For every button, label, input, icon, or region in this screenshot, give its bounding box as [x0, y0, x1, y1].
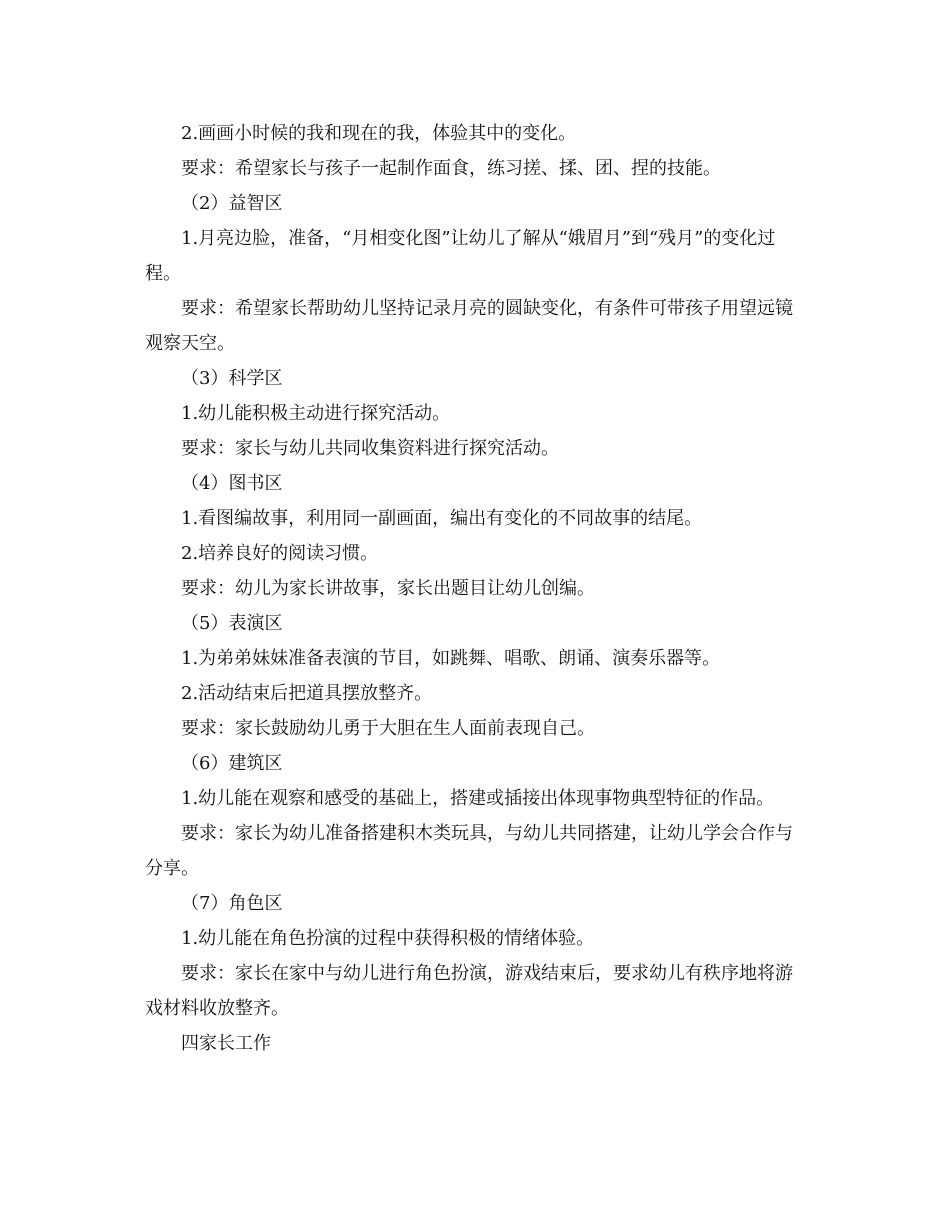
paragraph: 要求：家长为幼儿准备搭建积木类玩具，与幼儿共同搭建，让幼儿学会合作与分享。	[145, 823, 793, 879]
paragraph: 要求：家长在家中与幼儿进行角色扮演，游戏结束后，要求幼儿有秩序地将游戏材料收放整齐。	[145, 963, 793, 1019]
paragraph: 要求：幼儿为家长讲故事，家长出题目让幼儿创编。	[181, 578, 595, 599]
section-heading: （5）表演区	[181, 613, 283, 634]
paragraph: 2.活动结束后把道具摆放整齐。	[181, 683, 433, 704]
section-heading: （2）益智区	[181, 193, 283, 214]
paragraph: 要求：家长与幼儿共同收集资料进行探究活动。	[181, 438, 559, 459]
paragraph: 1.幼儿能积极主动进行探究活动。	[181, 403, 451, 424]
section-heading: （6）建筑区	[181, 753, 283, 774]
paragraph: 1.看图编故事，利用同一副画面，编出有变化的不同故事的结尾。	[181, 508, 703, 529]
paragraph: 1.为弟弟妹妹准备表演的节目，如跳舞、唱歌、朗诵、演奏乐器等。	[181, 648, 721, 669]
paragraph: 要求：希望家长与孩子一起制作面食，练习搓、揉、团、捏的技能。	[181, 158, 721, 179]
document-body	[145, 116, 810, 1061]
paragraph: 2.培养良好的阅读习惯。	[181, 543, 379, 564]
section-heading: （3）科学区	[181, 368, 283, 389]
paragraph: 2.画画小时候的我和现在的我，体验其中的变化。	[181, 123, 577, 144]
paragraph: 1.月亮边脸，准备，“月相变化图”让幼儿了解从“娥眉月”到“残月”的变化过程。	[145, 228, 776, 284]
section-heading: （4）图书区	[181, 473, 283, 494]
paragraph: 1.幼儿能在角色扮演的过程中获得积极的情绪体验。	[181, 928, 595, 949]
paragraph: 要求：希望家长帮助幼儿坚持记录月亮的圆缺变化，有条件可带孩子用望远镜观察天空。	[145, 298, 793, 354]
paragraph: 要求：家长鼓励幼儿勇于大胆在生人面前表现自己。	[181, 718, 595, 739]
section-title: 四家长工作	[181, 1033, 271, 1054]
section-heading: （7）角色区	[181, 893, 283, 914]
paragraph: 1.幼儿能在观察和感受的基础上，搭建或插接出体现事物典型特征的作品。	[181, 788, 775, 809]
